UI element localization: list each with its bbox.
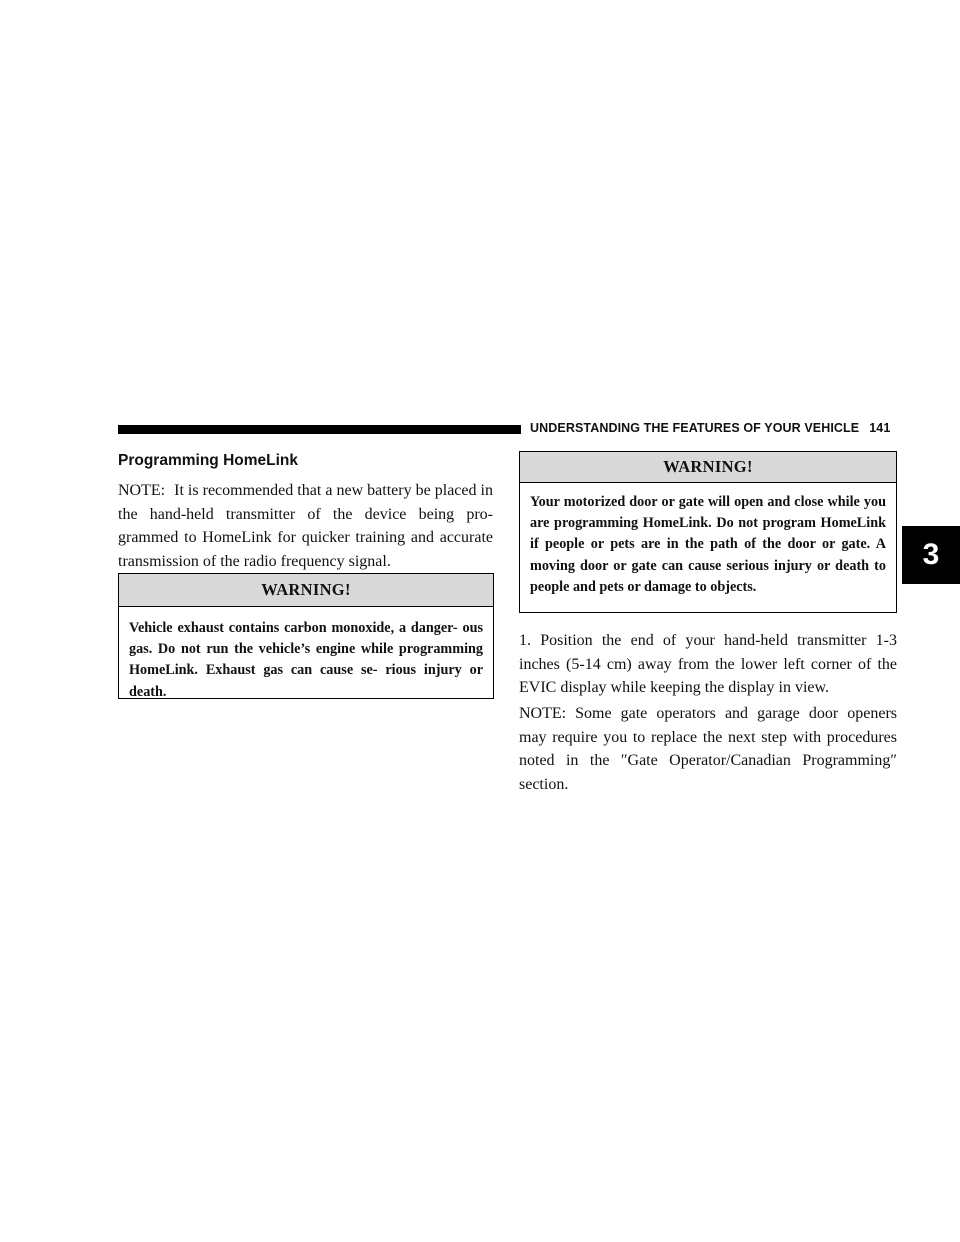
header-section-title: UNDERSTANDING THE FEATURES OF YOUR VEHICLE	[530, 421, 860, 435]
header-rule	[118, 425, 521, 434]
note-paragraph	[519, 702, 897, 796]
note-label: NOTE:	[118, 482, 166, 499]
warning-text: Your motorized door or gate will open and close while you are programming HomeLink. Do not program HomeLink if people or pets are in the path of the door or gate. A moving door or gate can cause serious injury or death to people and pets or damage to objects.	[530, 494, 886, 595]
note-text: It is recommended that a new battery be placed in the hand-held transmitter of the device being pro- grammed to HomeLink for quicker training and accurate transmission of the radio frequency signal.	[118, 482, 493, 570]
warning-heading: WARNING!	[520, 452, 896, 483]
chapter-tab: 3	[902, 526, 960, 584]
step-1-paragraph: 1. Position the end of your hand-held transmitter 1-3 inches (5-14 cm) away from the lower left corner of the EVIC display while keeping the display in view.	[519, 632, 897, 696]
note-text: Some gate operators and garage door openers may require you to replace the next step with procedures noted in the ″Gate Operator/Canadian Programming″ section.	[519, 705, 897, 793]
section-title: Programming HomeLink	[118, 452, 298, 469]
running-header	[530, 421, 890, 435]
note-paragraph	[118, 479, 493, 573]
warning-heading: WARNING!	[119, 574, 493, 607]
note-label: NOTE:	[519, 705, 567, 722]
warning-text: Vehicle exhaust contains carbon monoxide, a danger- ous gas. Do not run the vehicle’s engine while programming HomeLink. Exhaust gas can cause se- rious injury or death.	[129, 620, 483, 700]
warning-box-exhaust	[118, 573, 494, 699]
page-number: 141	[869, 421, 891, 435]
warning-box-motorized-door	[519, 451, 897, 613]
